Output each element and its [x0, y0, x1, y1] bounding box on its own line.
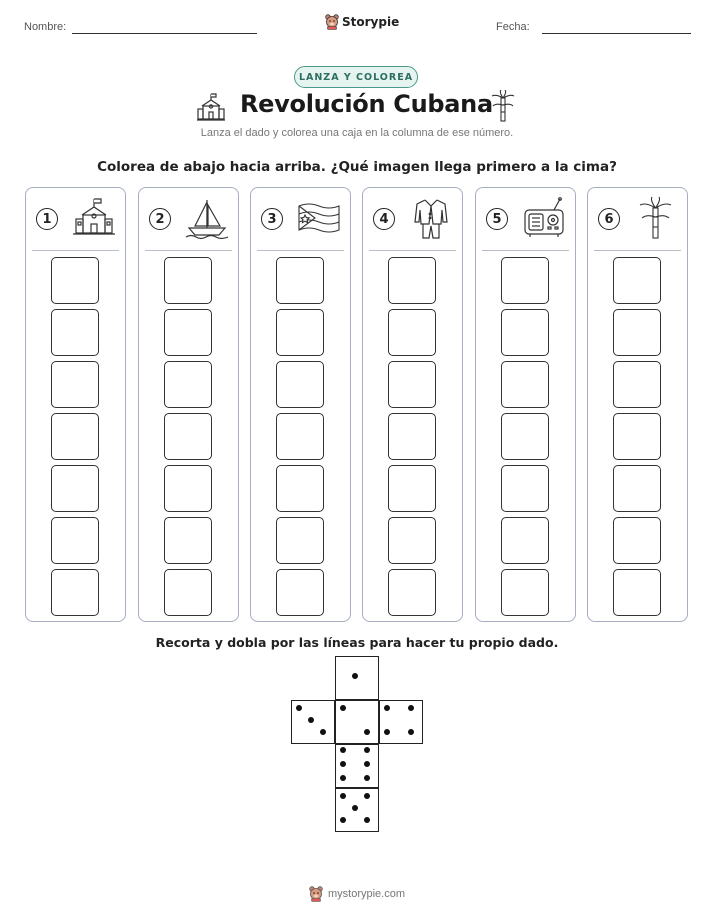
die-pip — [308, 717, 314, 723]
color-box[interactable] — [51, 309, 99, 356]
column-3 — [250, 187, 351, 622]
color-box[interactable] — [613, 361, 661, 408]
die-pip — [340, 817, 346, 823]
color-box[interactable] — [276, 517, 324, 564]
page-title: Revolución Cubana — [240, 90, 493, 118]
die-face — [335, 656, 379, 700]
die-pip — [340, 793, 346, 799]
color-box[interactable] — [501, 465, 549, 512]
die-pip — [384, 705, 390, 711]
column-icon-wrap — [520, 196, 568, 240]
die-pip — [340, 761, 346, 767]
subtitle: Lanza el dado y colorea una caja en la columna de ese número. — [200, 127, 514, 139]
die-pip — [352, 673, 358, 679]
column-number: 1 — [36, 208, 58, 230]
color-box[interactable] — [501, 517, 549, 564]
divider — [369, 250, 456, 251]
die-pip — [340, 747, 346, 753]
suit-icon — [407, 196, 455, 240]
color-box[interactable] — [164, 413, 212, 460]
column-5 — [475, 187, 576, 622]
color-box[interactable] — [613, 517, 661, 564]
name-label: Nombre: — [24, 21, 67, 33]
color-box[interactable] — [164, 569, 212, 616]
brand-name: Storypie — [342, 15, 400, 29]
color-box[interactable] — [613, 309, 661, 356]
die-pip — [364, 747, 370, 753]
color-box[interactable] — [388, 465, 436, 512]
date-label: Fecha: — [496, 21, 530, 33]
instruction: Colorea de abajo hacia arriba. ¿Qué imagen llega primero a la cima? — [97, 159, 617, 175]
divider — [257, 250, 344, 251]
color-box[interactable] — [501, 309, 549, 356]
die-pip — [340, 705, 346, 711]
color-box[interactable] — [388, 569, 436, 616]
school-building-icon — [70, 196, 118, 240]
die-pip — [296, 705, 302, 711]
color-box[interactable] — [51, 517, 99, 564]
column-number: 2 — [149, 208, 171, 230]
die-pip — [352, 805, 358, 811]
bear-icon — [325, 14, 339, 30]
color-box[interactable] — [164, 465, 212, 512]
color-box[interactable] — [388, 413, 436, 460]
column-number: 3 — [261, 208, 283, 230]
color-box[interactable] — [501, 361, 549, 408]
color-box[interactable] — [51, 413, 99, 460]
divider — [145, 250, 232, 251]
column-1 — [25, 187, 126, 622]
color-box[interactable] — [51, 569, 99, 616]
name-line[interactable] — [72, 33, 257, 34]
color-box[interactable] — [613, 257, 661, 304]
school-building-icon — [196, 92, 226, 122]
die-face — [291, 700, 335, 744]
sailboat-icon — [183, 196, 231, 240]
color-box[interactable] — [613, 465, 661, 512]
color-box[interactable] — [276, 361, 324, 408]
column-4 — [362, 187, 463, 622]
die-pip — [340, 775, 346, 781]
footer-url[interactable]: mystorypie.com — [327, 888, 406, 900]
die-pip — [408, 705, 414, 711]
footer — [0, 886, 714, 902]
sugarcane-icon — [490, 90, 516, 122]
column-icon-wrap — [295, 196, 343, 240]
divider — [32, 250, 119, 251]
color-box[interactable] — [164, 309, 212, 356]
divider — [594, 250, 681, 251]
die-pip — [364, 775, 370, 781]
die-face — [379, 700, 423, 744]
color-box[interactable] — [164, 517, 212, 564]
brand-logo — [325, 14, 399, 30]
column-2 — [138, 187, 239, 622]
die-pip — [364, 729, 370, 735]
color-box[interactable] — [276, 309, 324, 356]
die-pip — [364, 817, 370, 823]
color-box[interactable] — [276, 465, 324, 512]
column-icon-wrap — [183, 196, 231, 240]
column-6 — [587, 187, 688, 622]
color-box[interactable] — [388, 517, 436, 564]
cuban-flag-icon — [295, 196, 343, 240]
column-icon-wrap — [407, 196, 455, 240]
die-face — [335, 788, 379, 832]
color-box[interactable] — [51, 361, 99, 408]
color-box[interactable] — [164, 361, 212, 408]
column-icon-wrap — [70, 196, 118, 240]
dice-instruction: Recorta y dobla por las líneas para hacer tu propio dado. — [155, 635, 559, 650]
bear-icon — [309, 886, 323, 902]
die-face — [335, 700, 379, 744]
color-box[interactable] — [164, 257, 212, 304]
activity-badge: LANZA Y COLOREA — [294, 66, 418, 88]
column-number: 4 — [373, 208, 395, 230]
color-box[interactable] — [276, 257, 324, 304]
color-box[interactable] — [501, 413, 549, 460]
column-number: 6 — [598, 208, 620, 230]
die-pip — [408, 729, 414, 735]
color-box[interactable] — [388, 361, 436, 408]
date-line[interactable] — [542, 33, 691, 34]
radio-icon — [520, 196, 568, 240]
color-box[interactable] — [276, 569, 324, 616]
column-number: 5 — [486, 208, 508, 230]
die-pip — [364, 761, 370, 767]
sugarcane-icon — [632, 196, 680, 240]
die-face — [335, 744, 379, 788]
color-box[interactable] — [388, 257, 436, 304]
color-box[interactable] — [51, 257, 99, 304]
color-box[interactable] — [613, 413, 661, 460]
die-pip — [364, 793, 370, 799]
column-icon-wrap — [632, 196, 680, 240]
color-box[interactable] — [501, 257, 549, 304]
color-box[interactable] — [613, 569, 661, 616]
color-box[interactable] — [388, 309, 436, 356]
die-pip — [384, 729, 390, 735]
divider — [482, 250, 569, 251]
die-pip — [320, 729, 326, 735]
color-box[interactable] — [276, 413, 324, 460]
color-box[interactable] — [501, 569, 549, 616]
color-box[interactable] — [51, 465, 99, 512]
